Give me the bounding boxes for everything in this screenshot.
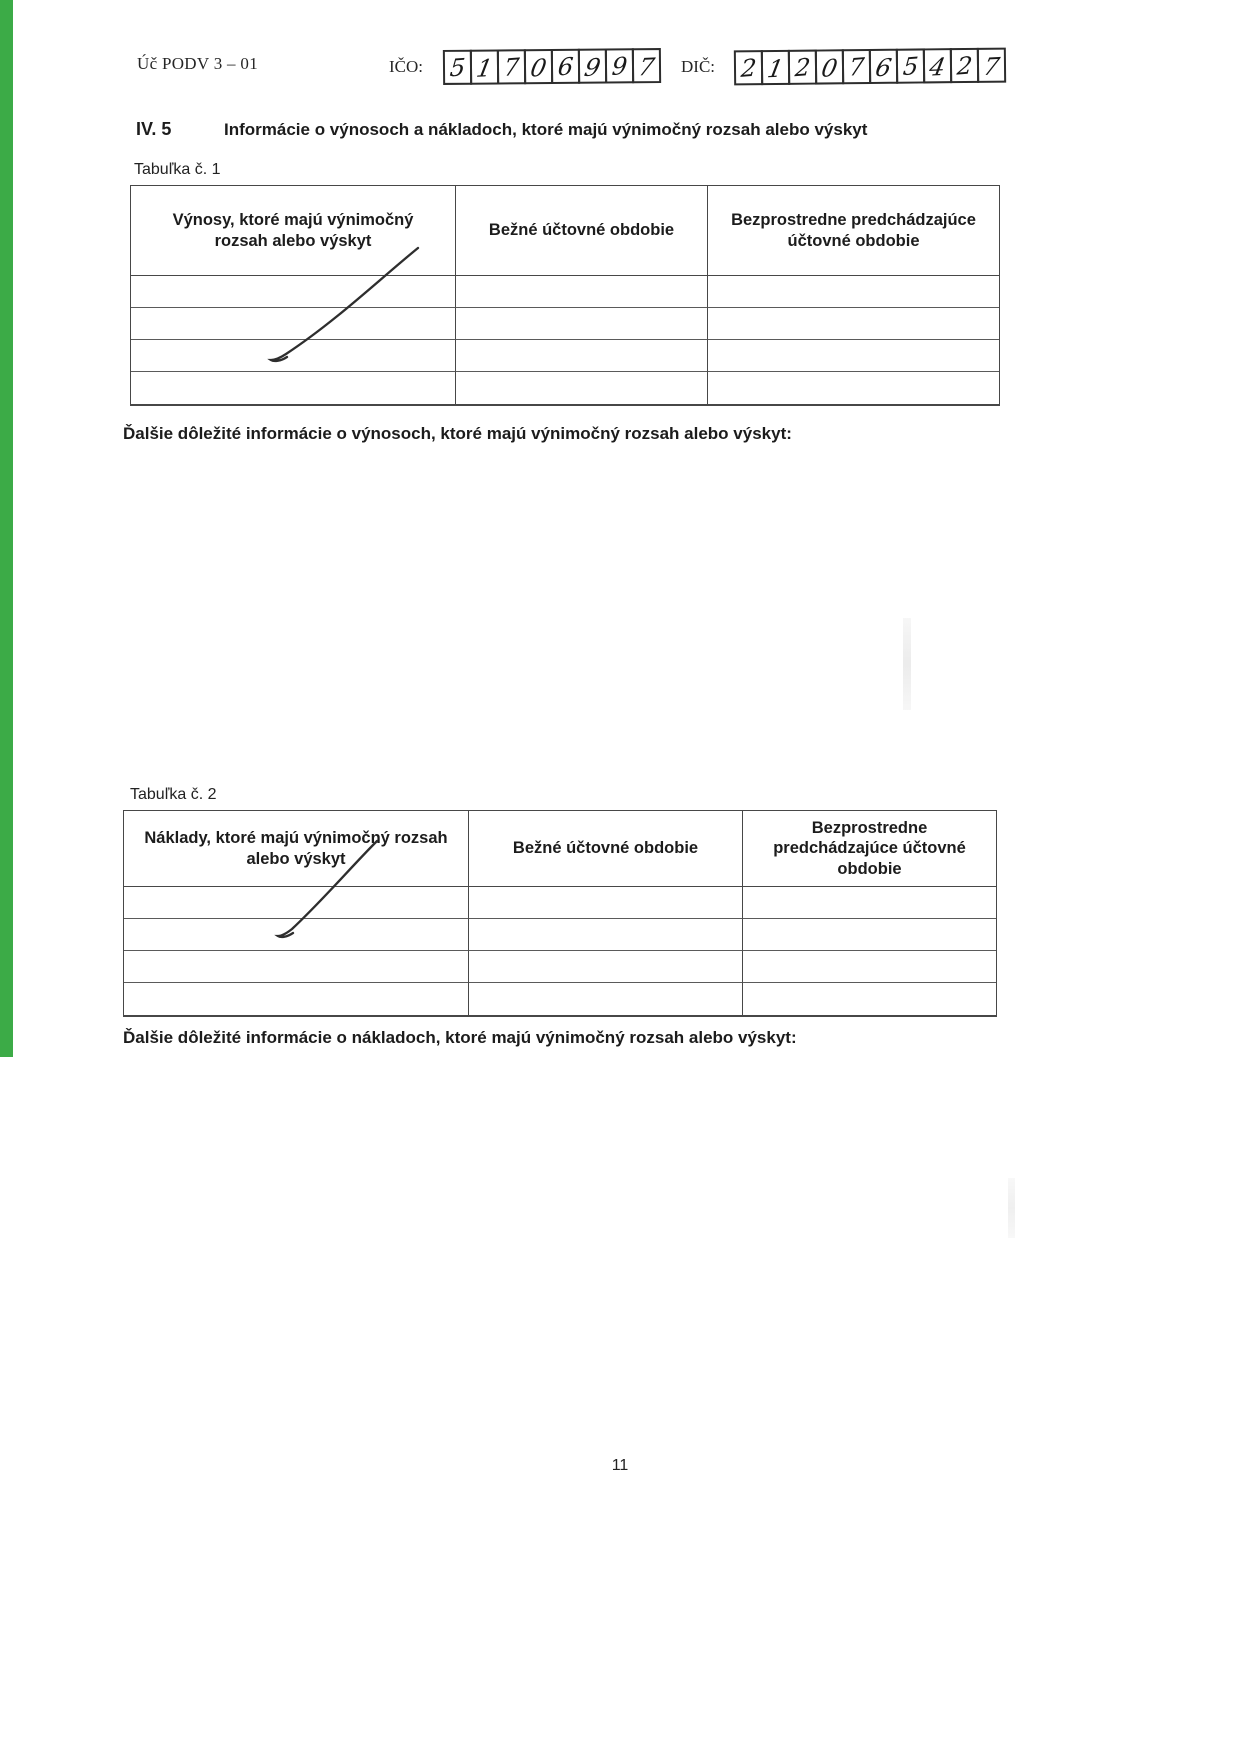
table-cell-empty <box>131 372 456 404</box>
ico-digit-cell <box>470 49 499 84</box>
table-cell-empty <box>456 308 708 340</box>
page-number: 11 <box>611 1457 629 1474</box>
table-cell-empty <box>743 887 996 919</box>
ico-digit: 9 <box>581 52 603 82</box>
table-row <box>131 340 999 372</box>
dic-digit-boxes <box>734 48 1006 86</box>
ico-digit-cell <box>578 49 607 84</box>
table-cell-empty <box>743 919 996 951</box>
table-cell-empty <box>743 951 996 983</box>
table-row <box>131 276 999 308</box>
ico-digit-cell <box>605 48 634 83</box>
table-cell-empty <box>124 983 469 1015</box>
table1-col1-header: Výnosy, ktoré majú výnimočný rozsah alebo výskyt <box>131 186 456 276</box>
dic-digit-cell <box>950 48 979 83</box>
ico-digit: 1 <box>474 53 495 83</box>
table1-revenues <box>130 185 1000 406</box>
table-cell-empty <box>456 340 708 372</box>
ico-digit: 0 <box>527 53 549 82</box>
table-cell-empty <box>708 340 999 372</box>
dic-digit: 2 <box>739 53 758 83</box>
table-row <box>124 887 996 919</box>
table-cell-empty <box>708 372 999 404</box>
dic-digit-cell <box>923 48 952 83</box>
dic-digit: 6 <box>873 52 894 82</box>
table-row <box>124 983 996 1015</box>
table-cell-empty <box>469 919 743 951</box>
ico-digit: 6 <box>556 51 575 81</box>
scan-edge-strip <box>0 0 13 1057</box>
dic-digit-cell <box>896 48 925 83</box>
table2-col2-header: Bežné účtovné obdobie <box>469 811 743 887</box>
dic-digit: 2 <box>955 50 974 81</box>
scan-artifact <box>1008 1178 1015 1238</box>
dic-digit: 5 <box>901 51 920 81</box>
dic-digit-cell <box>869 49 898 84</box>
table2-caption: Tabuľka č. 2 <box>130 786 217 803</box>
table2-costs <box>123 810 997 1017</box>
dic-digit: 0 <box>819 53 840 83</box>
ico-digit-boxes <box>443 48 661 85</box>
dic-digit: 7 <box>847 52 866 82</box>
ico-label: IČO: <box>389 57 423 76</box>
section-number: IV. 5 <box>136 119 172 139</box>
ico-digit: 7 <box>502 52 521 82</box>
dic-label: DIČ: <box>681 57 715 76</box>
ico-digit-cell <box>443 50 472 85</box>
dic-digit: 1 <box>765 54 786 83</box>
scan-artifact <box>903 618 911 710</box>
table2-header-row <box>124 811 996 887</box>
table-cell-empty <box>131 308 456 340</box>
table-cell-empty <box>131 340 456 372</box>
table-cell-empty <box>469 887 743 919</box>
note-costs: Ďalšie dôležité informácie o nákladoch, ktoré majú výnimočný rozsah alebo výskyt: <box>123 1028 797 1047</box>
table1-col2-header: Bežné účtovné obdobie <box>456 186 708 276</box>
table-cell-empty <box>708 308 999 340</box>
ico-digit-cell <box>497 49 526 84</box>
dic-digit: 4 <box>927 52 948 82</box>
table-cell-empty <box>743 983 996 1015</box>
table-cell-empty <box>456 372 708 404</box>
dic-digit-cell <box>761 50 790 85</box>
dic-digit: 2 <box>793 52 812 82</box>
dic-digit-cell <box>815 49 844 84</box>
table1-col3-header: Bezprostredne predchádzajúce účtovné obdobie <box>708 186 999 276</box>
table-cell-empty <box>469 983 743 1015</box>
dic-digit-cell <box>734 50 763 85</box>
ico-digit-cell <box>632 48 661 83</box>
table-cell-empty <box>131 276 456 308</box>
dic-digit-cell <box>842 49 871 84</box>
table-row <box>131 308 999 340</box>
table2-col1-header: Náklady, ktoré majú výnimočný rozsah alebo výskyt <box>124 811 469 887</box>
table-cell-empty <box>124 887 469 919</box>
table-row <box>124 919 996 951</box>
table-cell-empty <box>708 276 999 308</box>
note-revenues: Ďalšie dôležité informácie o výnosoch, ktoré majú výnimočný rozsah alebo výskyt: <box>123 424 792 443</box>
ico-digit-cell <box>524 49 553 84</box>
form-code: Úč PODV 3 – 01 <box>137 54 259 73</box>
ico-digit: 7 <box>635 52 657 82</box>
ico-digit: 5 <box>448 52 467 82</box>
table1-header-row <box>131 186 999 276</box>
table1-caption: Tabuľka č. 1 <box>134 161 221 178</box>
table-cell-empty <box>469 951 743 983</box>
section-title: Informácie o výnosoch a nákladoch, ktoré majú výnimočný rozsah alebo výskyt <box>224 120 868 139</box>
ico-digit: 9 <box>610 51 629 81</box>
table-row <box>131 372 999 404</box>
dic-digit-cell <box>788 50 817 85</box>
table-cell-empty <box>124 951 469 983</box>
dic-digit-cell <box>977 48 1006 83</box>
table-cell-empty <box>456 276 708 308</box>
ico-digit-cell <box>551 49 580 84</box>
table2-col3-header: Bezprostredne predchádzajúce účtovné obdobie <box>743 811 996 887</box>
table-cell-empty <box>124 919 469 951</box>
dic-digit: 7 <box>981 51 1002 81</box>
table-row <box>124 951 996 983</box>
